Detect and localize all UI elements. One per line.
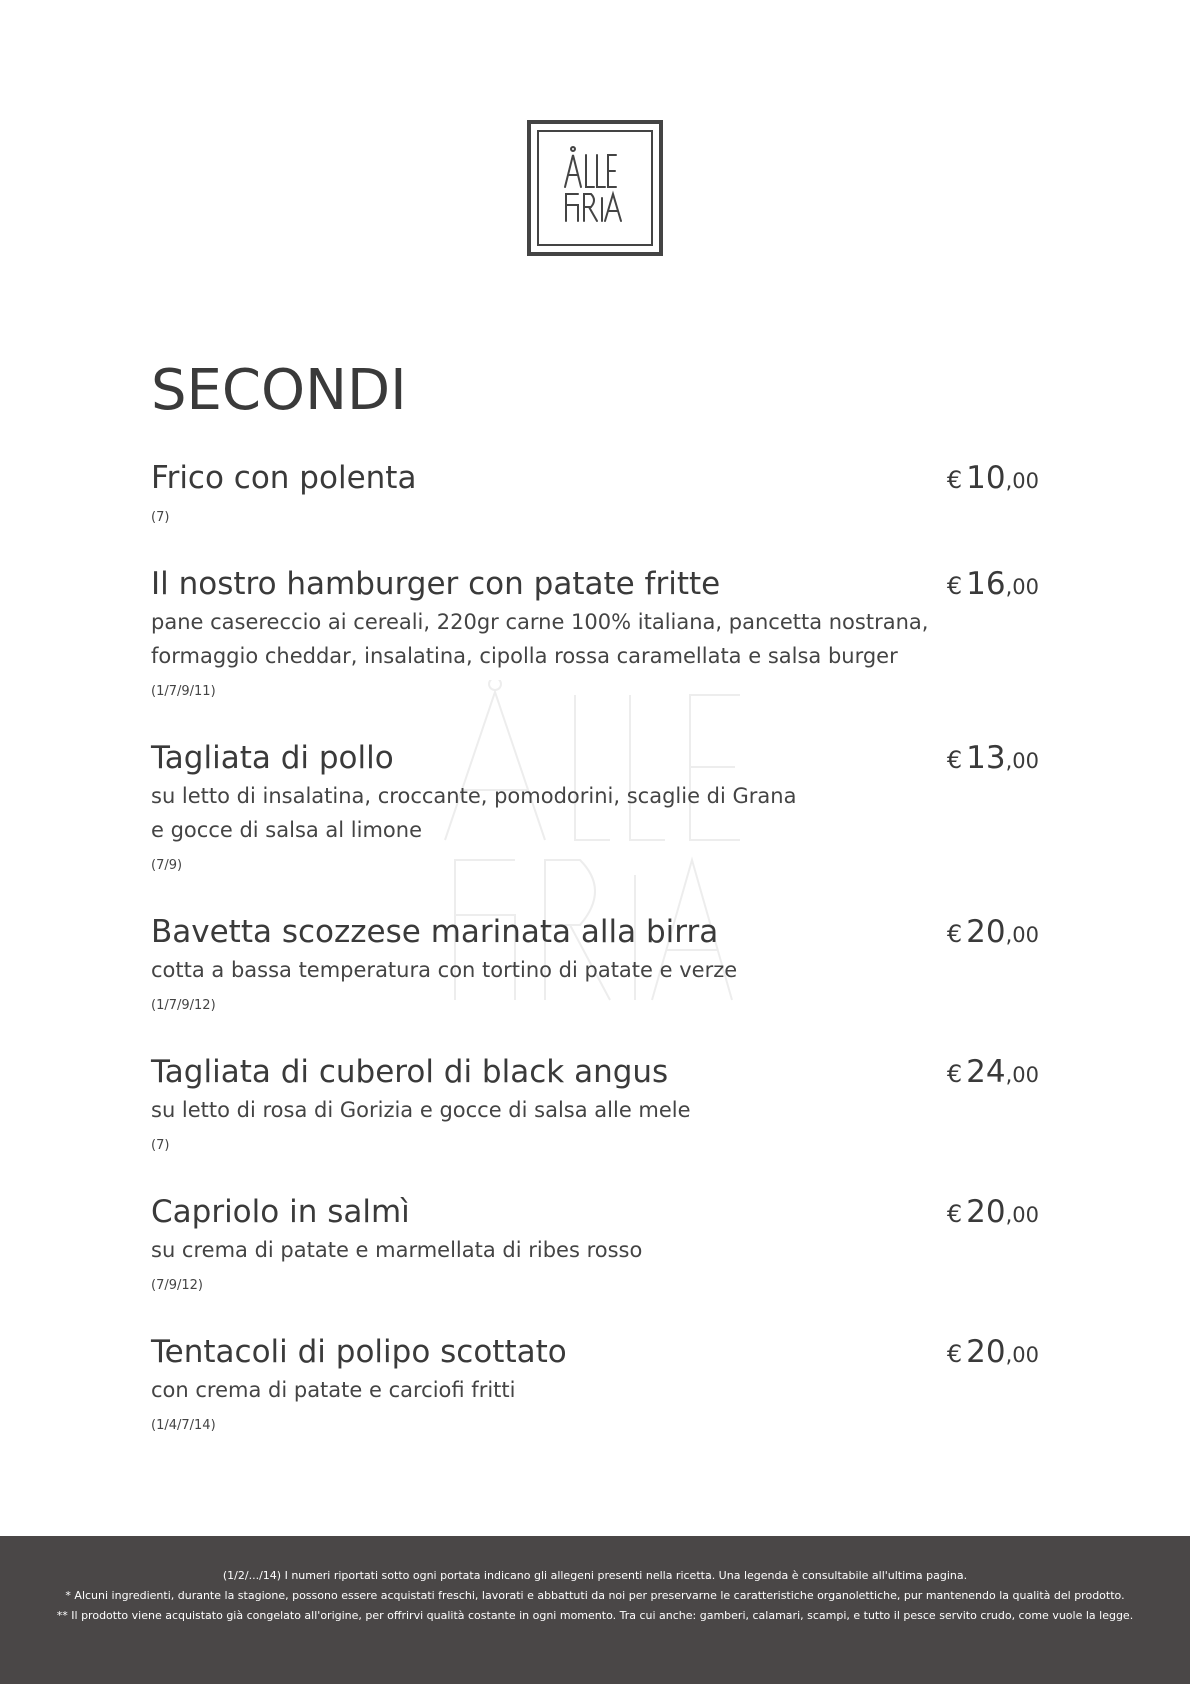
footer-note: * Alcuni ingredienti, durante la stagione, possono essere acquistati freschi, lavorati e abbattuti da noi per preservarne le caratteristiche organolettiche, pur mantenendo la qualità del prodotto. — [65, 1589, 1125, 1602]
price-cents: ,00 — [1005, 575, 1039, 599]
price-euros: 20 — [966, 1194, 1006, 1230]
price-cents: ,00 — [1005, 1343, 1039, 1367]
item-price — [947, 1332, 1039, 1375]
section-title: SECONDI — [151, 358, 407, 423]
item-description: formaggio cheddar, insalatina, cipolla rossa caramellata e salsa burger — [151, 644, 898, 668]
price-currency: € — [946, 1200, 963, 1228]
item-allergens: (1/7/9/11) — [151, 684, 216, 699]
logo — [527, 120, 663, 256]
price-cents: ,00 — [1005, 1203, 1039, 1227]
footer-note: (1/2/.../14) I numeri riportati sotto ogni portata indicano gli allegeni presenti nella ricetta. Una legenda è consultabile all'ultima pagina. — [222, 1569, 968, 1582]
price-euros: 16 — [966, 566, 1006, 602]
price-euros: 20 — [966, 1334, 1006, 1370]
item-description: con crema di patate e carciofi fritti — [151, 1378, 516, 1402]
price-cents: ,00 — [1005, 1063, 1039, 1087]
item-price — [947, 1052, 1039, 1095]
item-name: Tagliata di pollo — [151, 740, 394, 776]
item-allergens: (7) — [151, 510, 170, 525]
price-cents: ,00 — [1005, 923, 1039, 947]
item-description: su letto di rosa di Gorizia e gocce di salsa alle mele — [151, 1098, 691, 1122]
price-cents: ,00 — [1005, 469, 1039, 493]
footer — [0, 1536, 1190, 1684]
item-allergens: (1/4/7/14) — [151, 1418, 216, 1433]
price-cents: ,00 — [1005, 749, 1039, 773]
item-name: Tentacoli di polipo scottato — [151, 1334, 567, 1370]
item-description: su crema di patate e marmellata di ribes rosso — [151, 1238, 643, 1262]
footer-note: ** Il prodotto viene acquistato già congelato all'origine, per offrirvi qualità costante in ogni momento. Tra cui anche: gamberi, calamari, scampi, e tutto il pesce servito crudo, come vuole la legge. — [56, 1609, 1134, 1622]
price-currency: € — [946, 572, 963, 600]
item-description: pane casereccio ai cereali, 220gr carne 100% italiana, pancetta nostrana, — [151, 610, 929, 634]
menu-item — [151, 1332, 1039, 1436]
price-currency: € — [946, 746, 963, 774]
price-currency: € — [946, 1340, 963, 1368]
price-euros: 13 — [966, 740, 1006, 776]
menu-list — [151, 458, 1039, 1472]
price-euros: 10 — [966, 460, 1006, 496]
item-allergens: (7/9/12) — [151, 1278, 203, 1293]
item-name: Tagliata di cuberol di black angus — [151, 1054, 669, 1090]
item-name: Frico con polenta — [151, 460, 417, 496]
price-currency: € — [946, 920, 963, 948]
item-allergens: (7) — [151, 1138, 170, 1153]
item-description: e gocce di salsa al limone — [151, 818, 423, 842]
menu-item — [151, 738, 1039, 876]
item-allergens: (7/9) — [151, 858, 183, 873]
menu-item — [151, 1192, 1039, 1296]
menu-item — [151, 564, 1039, 702]
menu-item — [151, 1052, 1039, 1156]
item-description: su letto di insalatina, croccante, pomodorini, scaglie di Grana — [151, 784, 797, 808]
item-price — [947, 458, 1039, 501]
item-description: cotta a bassa temperatura con tortino di patate e verze — [151, 958, 738, 982]
item-name: Il nostro hamburger con patate fritte — [151, 566, 721, 602]
item-name: Capriolo in salmì — [151, 1194, 410, 1230]
price-currency: € — [946, 1060, 963, 1088]
menu-item — [151, 912, 1039, 1016]
footer-notes — [0, 1536, 1190, 1626]
item-price — [947, 738, 1039, 781]
item-price — [947, 912, 1039, 955]
item-price — [947, 564, 1039, 607]
item-name: Bavetta scozzese marinata alla birra — [151, 914, 719, 950]
logo-lettering — [531, 124, 659, 252]
price-currency: € — [946, 466, 963, 494]
menu-item — [151, 458, 1039, 528]
item-price — [947, 1192, 1039, 1235]
price-euros: 24 — [966, 1054, 1006, 1090]
item-allergens: (1/7/9/12) — [151, 998, 216, 1013]
price-euros: 20 — [966, 914, 1006, 950]
